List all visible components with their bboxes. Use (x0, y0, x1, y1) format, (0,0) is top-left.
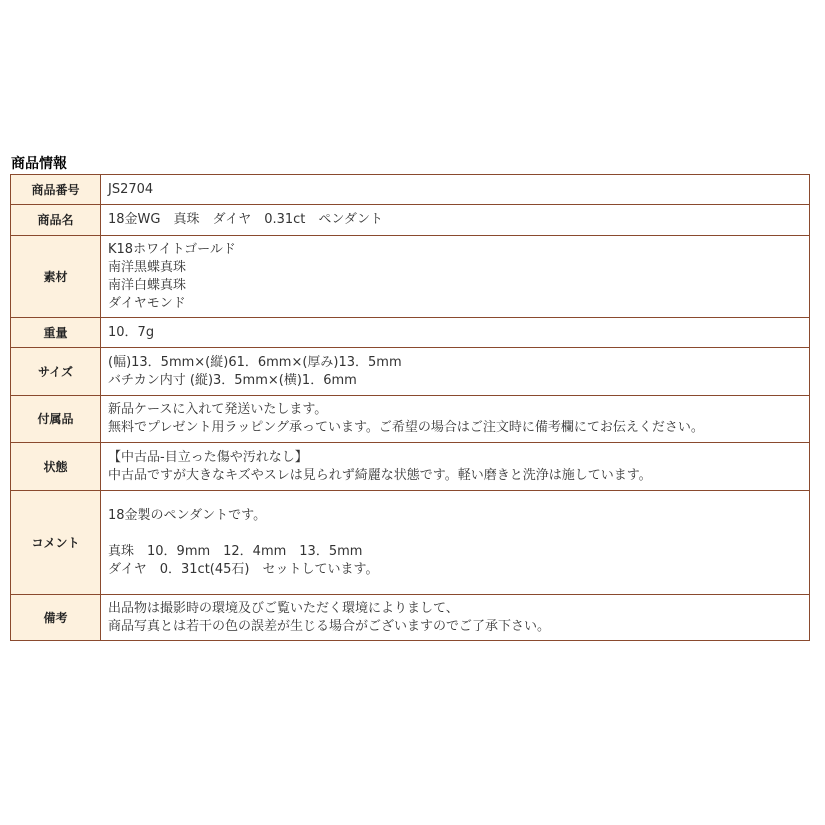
label-weight: 重量 (11, 318, 101, 348)
label-size: サイズ (11, 348, 101, 396)
row-material (11, 236, 810, 318)
product-info-table (10, 174, 810, 641)
row-product-number (11, 175, 810, 205)
size-line: バチカン内寸 (縦)3．5mm×(横)1．6mm (108, 372, 357, 388)
value-material (101, 236, 810, 318)
material-line: 南洋黒蝶真珠 (108, 259, 187, 275)
material-line: K18ホワイトゴールド (108, 241, 236, 257)
product-name-text: 18金WG 真珠 ダイヤ 0.31ct ペンダント (108, 212, 384, 227)
comment-line: 18金製のペンダントです。 (108, 507, 267, 523)
value-size (101, 348, 810, 396)
comment-blank-line (108, 525, 803, 543)
section-title: 商品情報 (11, 156, 67, 172)
material-line: 南洋白蝶真珠 (108, 277, 187, 293)
label-material: 素材 (11, 236, 101, 318)
size-line: (幅)13．5mm×(縦)61．6mm×(厚み)13．5mm (108, 354, 402, 370)
row-comment (11, 491, 810, 595)
value-accessories (101, 396, 810, 443)
condition-line: 【中古品-目立った傷や汚れなし】 (108, 449, 308, 465)
remarks-line: 出品物は撮影時の環境及びご覧いただく環境によりまして、 (108, 600, 459, 616)
remarks-line: 商品写真とは若干の色の誤差が生じる場合がございますのでご了承下さい。 (108, 618, 551, 634)
label-accessories: 付属品 (11, 396, 101, 443)
value-remarks (101, 595, 810, 641)
value-product-name (101, 205, 810, 236)
row-remarks (11, 595, 810, 641)
row-condition (11, 443, 810, 491)
value-product-number (101, 175, 810, 205)
comment-line: 真珠 10．9mm 12．4mm 13．5mm (108, 543, 363, 559)
product-number-text: JS2704 (108, 181, 154, 197)
value-condition (101, 443, 810, 491)
label-condition: 状態 (11, 443, 101, 491)
label-product-name: 商品名 (11, 205, 101, 236)
material-line: ダイヤモンド (108, 295, 186, 311)
comment-line: ダイヤ 0．31ct(45石) セットしています。 (108, 561, 379, 577)
row-product-name (11, 205, 810, 236)
label-product-number: 商品番号 (11, 175, 101, 205)
row-weight (11, 318, 810, 348)
value-weight (101, 318, 810, 348)
label-remarks: 備考 (11, 595, 101, 641)
weight-text: 10．7g (108, 324, 155, 340)
row-accessories (11, 396, 810, 443)
label-comment: コメント (11, 491, 101, 595)
accessories-line: 新品ケースに入れて発送いたします。 (108, 402, 328, 417)
row-size (11, 348, 810, 396)
accessories-line: 無料でプレゼント用ラッピング承っています。ご希望の場合はご注文時に備考欄にてお伝えください。 (108, 420, 704, 435)
value-comment (101, 491, 810, 595)
condition-line: 中古品ですが大きなキズやスレは見られず綺麗な状態です。軽い磨きと洗浄は施しています。 (108, 467, 652, 483)
